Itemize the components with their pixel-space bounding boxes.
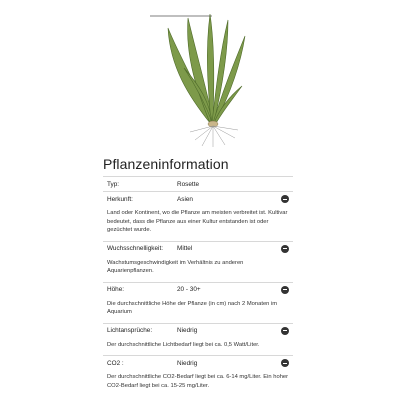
info-row-co2 xyxy=(103,355,293,396)
collapse-minus-icon[interactable] xyxy=(281,245,289,253)
info-label: Höhe: xyxy=(107,286,125,293)
collapse-minus-icon[interactable] xyxy=(281,286,289,294)
info-value: Rosette xyxy=(177,180,200,188)
info-label: Lichtansprüche: xyxy=(107,327,153,334)
info-label: Typ: xyxy=(107,180,120,188)
info-description: Land oder Kontinent, wo die Pflanze am meisten verbreitet ist. Kultivar bedeutet, dass die Pflanze aus einer Kultur entstanden ist oder gezüchtet wurde. xyxy=(107,210,288,233)
page-title: Pflanzeninformation xyxy=(103,156,229,172)
info-label: CO2 : xyxy=(107,359,124,367)
info-label: Herkunft: xyxy=(107,195,133,203)
aquarium-plant-illustration xyxy=(150,8,260,148)
info-row-origin xyxy=(103,191,293,241)
info-value: Niedrig xyxy=(177,327,198,334)
collapse-minus-icon[interactable] xyxy=(281,327,289,335)
info-row-light xyxy=(103,323,293,356)
info-row-growth xyxy=(103,241,293,282)
info-description: Der durchschnittliche CO2-Bedarf liegt bei ca. 6-14 mg/Liter. Ein hoher CO2-Bedarf liegt bei ca. 15-25 mg/Liter. xyxy=(107,374,289,389)
info-value: Niedrig xyxy=(177,359,198,367)
plant-info-table xyxy=(103,176,293,396)
info-description: Die durchschnittliche Höhe der Pflanze (in cm) nach 2 Monaten im Aquarium xyxy=(107,300,278,315)
info-label: Wuchsschnelligkeit: xyxy=(107,245,164,252)
info-value: Asien xyxy=(177,195,193,203)
info-description: Wachstumsgeschwindigkeit im Verhältnis zu anderen Aquarienpflanzen. xyxy=(107,259,244,274)
info-row-height xyxy=(103,282,293,323)
collapse-minus-icon[interactable] xyxy=(281,195,289,203)
info-value: 20 - 30+ xyxy=(177,286,201,293)
info-row-type xyxy=(103,176,293,191)
info-description: Der durchschnittliche Lichtbedarf liegt bei ca. 0,5 Watt/Liter. xyxy=(107,341,260,348)
plant-image xyxy=(150,8,260,148)
collapse-minus-icon[interactable] xyxy=(281,359,289,367)
info-value: Mittel xyxy=(177,245,193,252)
